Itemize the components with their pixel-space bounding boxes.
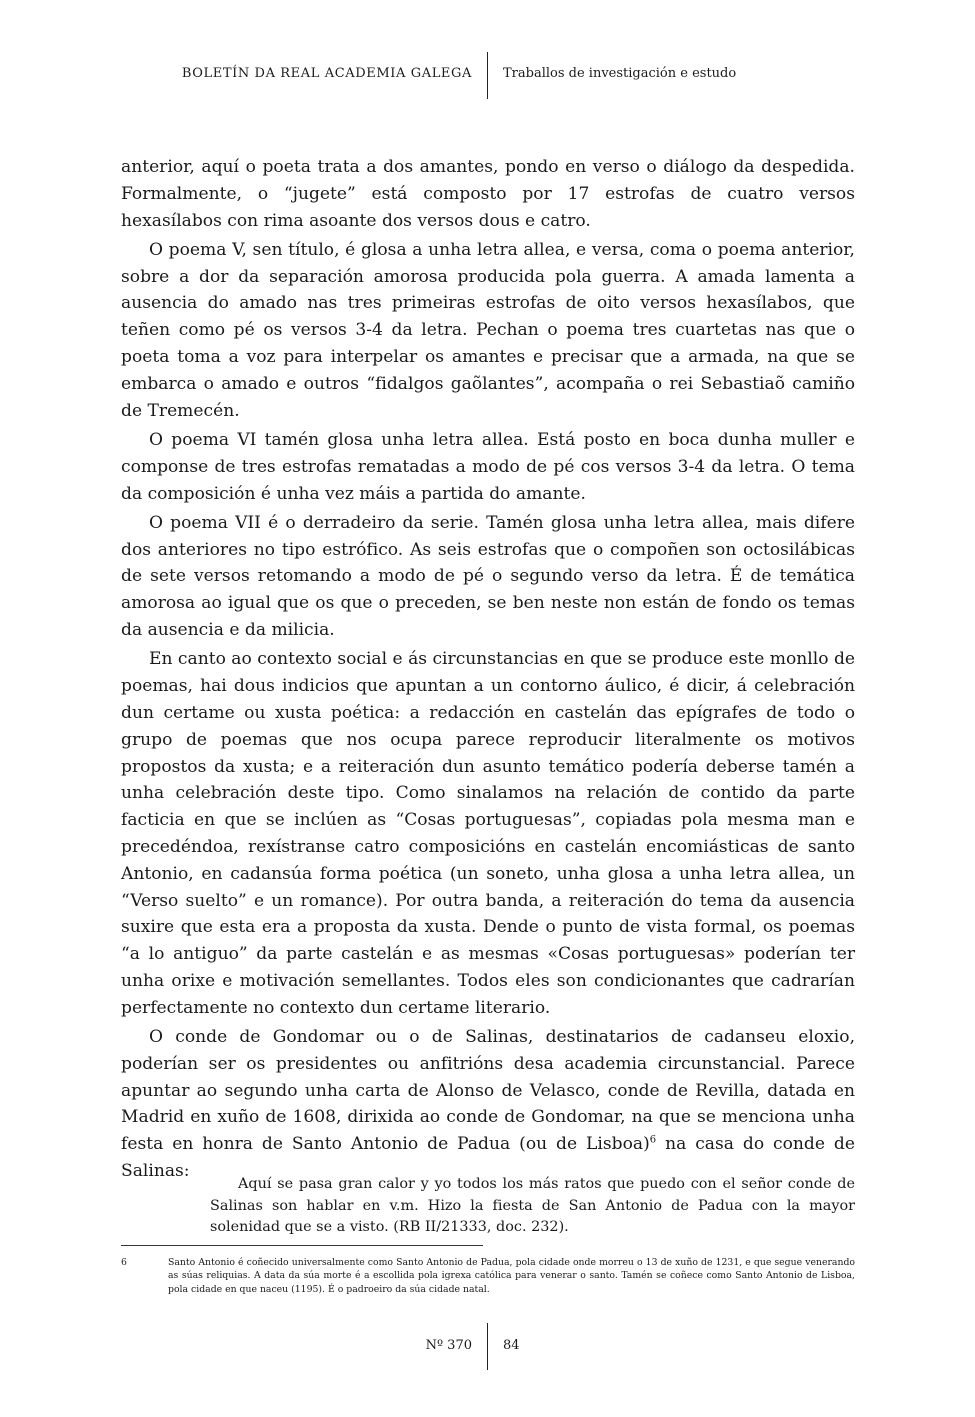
issue-number: Nº 370	[425, 1338, 472, 1353]
paragraph: O poema VII é o derradeiro da serie. Tamén glosa unha letra allea, mais difere dos anteriores no tipo estrófico. As seis estrofas que o compoñen son octosilábicas de sete versos retomando a modo de pé o segundo verso da letra. É de temática amorosa ao igual que os que o preceden, se ben neste non están de fondo os temas da ausencia e da milicia.	[121, 512, 855, 641]
running-header	[0, 52, 975, 100]
footnote-text: Santo Antonio é coñecido universalmente como Santo Antonio de Padua, pola cidade onde morreu o 13 de xuño de 1231, e que segue venerando as súas reliquias. A data da súa morte é a escollida pola igrexa católica para venerar o santo. Tamén se coñece como Santo Antonio de Lisboa, pola cidade en que naceu (1195). É o padroeiro da súa cidade natal.	[168, 1257, 855, 1295]
paragraph: anterior, aquí o poeta trata a dos amantes, pondo en verso o diálogo da despedida. Formalmente, o “jugete” está composto por 17 estrofas de cuatro versos hexasílabos con rima asoante dos versos dous e catro.	[121, 157, 855, 231]
footer-divider	[487, 1323, 488, 1370]
paragraph: O poema VI tamén glosa unha letra allea. Está posto en boca dunha muller e componse de tres estrofas rematadas a modo de pé cos versos 3-4 da letra. O tema da composición é unha vez máis a partida do amante.	[121, 429, 855, 504]
body-text	[121, 154, 855, 1187]
footnote-number: 6	[121, 1257, 127, 1268]
paragraph-text-tail: na casa do conde de Salinas:	[121, 1134, 855, 1181]
paragraph	[121, 1024, 855, 1185]
running-footer	[0, 1323, 975, 1371]
paragraph: O poema V, sen título, é glosa a unha letra allea, e versa, coma o poema anterior, sobre a dor da separación amorosa producida pola guerra. A amada lamenta a ausencia do amado nas tres primeiras estrofas de oito versos hexasílabos, que teñen como pé os versos 3-4 da letra. Pechan o poema tres cuartetas nas que o poeta toma a voz para interpelar os amantes e precisar que a armada, na que se embarca o amado e outros “fidalgos gaõlantes”, acompaña o rei Sebastiaõ camiño de Tremecén.	[121, 239, 855, 421]
journal-title: BOLETÍN DA REAL ACADEMIA GALEGA	[181, 66, 472, 81]
paragraph: En canto ao contexto social e ás circunstancias en que se produce este monllo de poemas, hai dous indicios que apuntan a un contorno áulico, é dicir, á celebración dun certame ou xusta poética: a redacción en castelán das epígrafes de todo o grupo de poemas que nos ocupa parece reproducir literalmente os motivos propostos da xusta; e a reiteración dun asunto temático podería deberse tamén a unha celebración deste tipo. Como sinalamos na relación de contido da parte facticia en que se inclúen as “Cosas portuguesas”, copiadas pola mesma man e precedéndoa, rexístranse catro composicións en castelán encomiásticas de santo Antonio, en cadansúa forma poética (un soneto, unha glosa a unha letra allea, un “Verso suelto” e un romance). Por outra banda, a reiteración do tema da ausencia suxire que esta era a proposta da xusta. Dende o punto de vista formal, os poemas “a lo antiguo” da parte castelán e as mesmas «Cosas portuguesas» poderían ter unha orixe e motivación semellantes. Todos eles son condicionantes que cadrarían perfectamente no contexto dun certame literario.	[121, 649, 855, 1018]
block-quote: Aquí se pasa gran calor y yo todos los más ratos que puedo con el señor conde de Salinas son hablar en v.m. Hizo la fiesta de San Antonio de Padua con la mayor solenidad que se a visto. (RB II/21333, doc. 232).	[210, 1176, 855, 1235]
section-title: Traballos de investigación e estudo	[503, 66, 737, 81]
page-number: 84	[503, 1338, 520, 1353]
paragraph-text: O conde de Gondomar ou o de Salinas, destinatarios de cadanseu eloxio, poderían ser os presidentes ou anfitrións desa academia circunstancial. Parece apuntar ao segundo unha carta de Alonso de Velasco, conde de Revilla, datada en Madrid en xuño de 1608, dirixida ao conde de Gondomar, na que se menciona unha festa en honra de Santo Antonio de Padua (ou de Lisboa)	[121, 1027, 855, 1155]
footnote-separator	[121, 1245, 483, 1246]
header-divider	[487, 52, 488, 99]
footnote	[121, 1256, 855, 1296]
footnote-reference[interactable]: 6	[649, 1134, 657, 1146]
